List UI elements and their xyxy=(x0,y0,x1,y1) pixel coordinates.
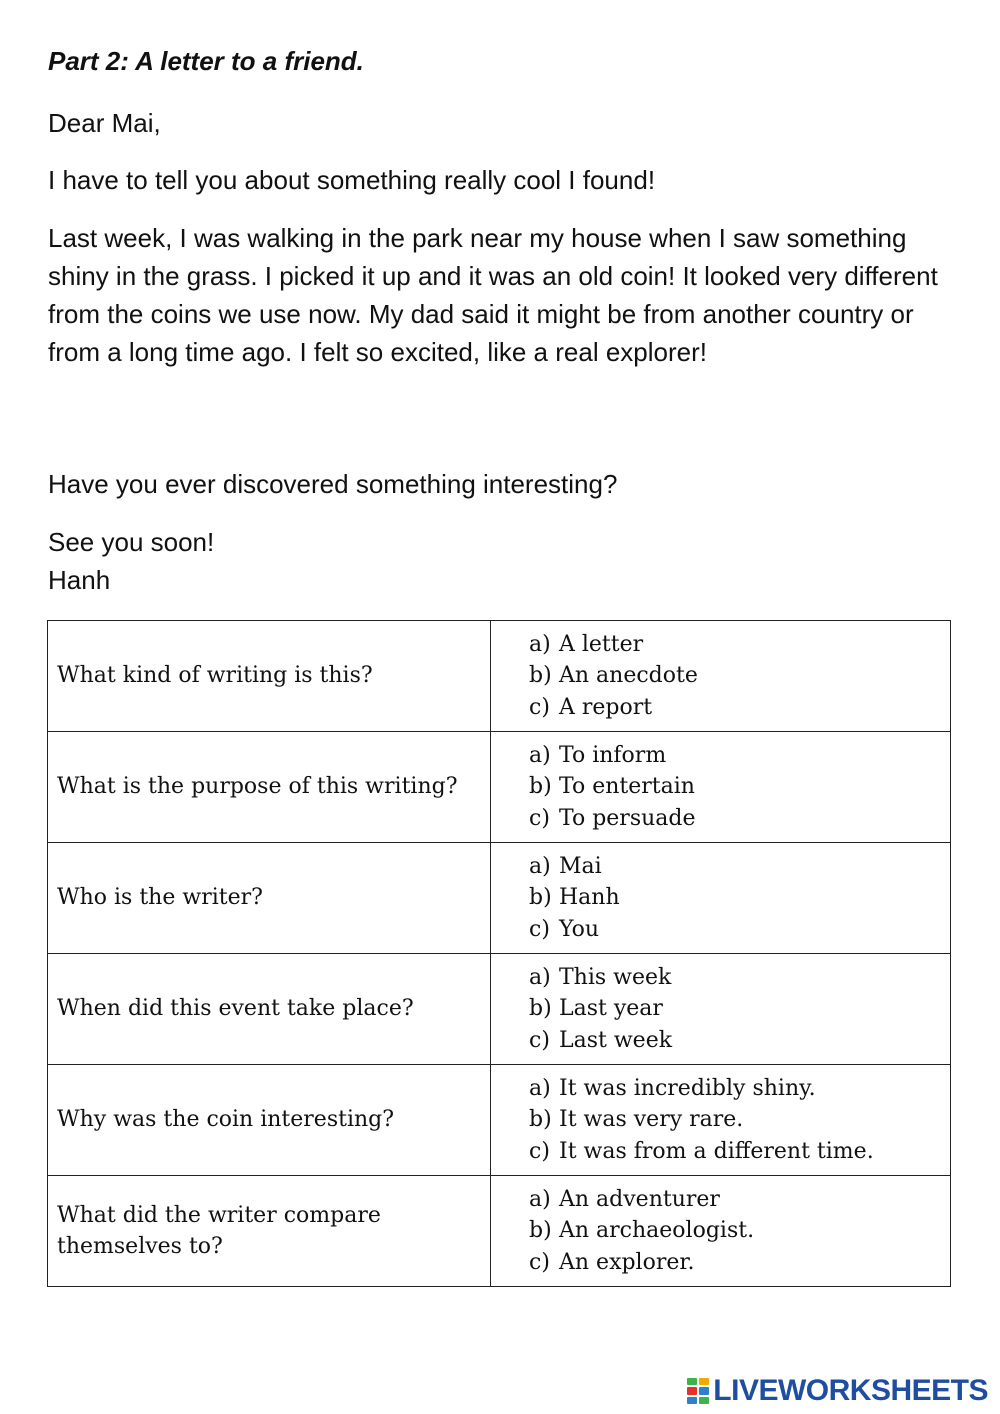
quiz-option[interactable] xyxy=(529,882,950,914)
quiz-option[interactable] xyxy=(529,771,950,803)
option-text: An anecdote xyxy=(559,663,698,689)
quiz-option[interactable] xyxy=(529,629,950,661)
option-letter: a) xyxy=(529,742,551,768)
option-letter: c) xyxy=(529,916,550,942)
quiz-option[interactable] xyxy=(529,1215,950,1247)
option-letter: c) xyxy=(529,1027,550,1053)
option-text: Last week xyxy=(559,1027,673,1053)
option-letter: b) xyxy=(529,1218,552,1244)
option-letter: b) xyxy=(529,1107,552,1133)
option-text: To entertain xyxy=(559,774,695,800)
letter-greeting: Dear Mai, xyxy=(48,108,161,138)
quiz-option[interactable] xyxy=(529,692,950,724)
quiz-row xyxy=(48,732,951,843)
option-letter: b) xyxy=(529,996,552,1022)
quiz-row xyxy=(48,1176,951,1287)
option-letter: a) xyxy=(529,1186,551,1212)
option-text: A letter xyxy=(559,631,644,657)
quiz-option[interactable] xyxy=(529,962,950,994)
quiz-table xyxy=(47,620,951,1287)
letter-signature: Hanh xyxy=(48,565,111,595)
option-text: Hanh xyxy=(559,885,620,911)
option-text: To persuade xyxy=(559,805,696,831)
quiz-option[interactable] xyxy=(529,1136,950,1168)
quiz-options xyxy=(491,621,951,732)
option-letter: b) xyxy=(529,663,552,689)
option-letter: c) xyxy=(529,1138,550,1164)
quiz-option[interactable] xyxy=(529,740,950,772)
letter-closing xyxy=(48,523,953,599)
option-letter: b) xyxy=(529,885,552,911)
quiz-row xyxy=(48,1065,951,1176)
quiz-options xyxy=(491,1176,951,1287)
option-text: An adventurer xyxy=(559,1186,720,1212)
quiz-question: Who is the writer? xyxy=(48,843,491,954)
option-letter: a) xyxy=(529,964,551,990)
option-text: It was very rare. xyxy=(559,1107,744,1133)
quiz-row xyxy=(48,954,951,1065)
quiz-options xyxy=(491,1065,951,1176)
option-text: A report xyxy=(559,694,653,720)
quiz-option[interactable] xyxy=(529,660,950,692)
option-letter: c) xyxy=(529,694,550,720)
quiz-question: What kind of writing is this? xyxy=(48,621,491,732)
quiz-option[interactable] xyxy=(529,993,950,1025)
quiz-option[interactable] xyxy=(529,1025,950,1057)
page-title: Part 2: A letter to a friend. xyxy=(48,46,364,76)
quiz-options xyxy=(491,954,951,1065)
quiz-question: When did this event take place? xyxy=(48,954,491,1065)
option-letter: c) xyxy=(529,805,550,831)
quiz-option[interactable] xyxy=(529,914,950,946)
letter-sign-off: See you soon! xyxy=(48,527,215,557)
quiz-option[interactable] xyxy=(529,803,950,835)
quiz-option[interactable] xyxy=(529,1104,950,1136)
letter-intro: I have to tell you about something really cool I found! xyxy=(48,165,656,195)
quiz-option[interactable] xyxy=(529,1073,950,1105)
liveworksheets-logo-icon xyxy=(687,1378,709,1404)
option-letter: c) xyxy=(529,1249,550,1275)
liveworksheets-logo xyxy=(687,1374,988,1408)
quiz-option[interactable] xyxy=(529,1247,950,1279)
option-text: To inform xyxy=(559,742,667,768)
logo-text: LIVEWORKSHEETS xyxy=(713,1374,988,1407)
option-letter: a) xyxy=(529,631,551,657)
option-text: An archaeologist. xyxy=(559,1218,755,1244)
option-text: It was from a different time. xyxy=(559,1138,874,1164)
option-text: Mai xyxy=(559,853,602,879)
option-text: You xyxy=(559,916,600,942)
quiz-option[interactable] xyxy=(529,1184,950,1216)
letter-body: Last week, I was walking in the park near my house when I saw something shiny in the grass. I picked it up and it was an old coin! It looked very different from the coins we use now. My dad said it might be from another country or from a long time ago. I felt so excited, like a real explorer! xyxy=(48,223,938,367)
quiz-option[interactable] xyxy=(529,851,950,883)
option-letter: a) xyxy=(529,1075,551,1101)
option-text: An explorer. xyxy=(559,1249,695,1275)
quiz-row xyxy=(48,621,951,732)
option-text: Last year xyxy=(559,996,663,1022)
option-letter: a) xyxy=(529,853,551,879)
quiz-question: Why was the coin interesting? xyxy=(48,1065,491,1176)
quiz-options xyxy=(491,732,951,843)
letter-question: Have you ever discovered something interesting? xyxy=(48,469,618,499)
option-letter: b) xyxy=(529,774,552,800)
quiz-options xyxy=(491,843,951,954)
option-text: It was incredibly shiny. xyxy=(559,1075,816,1101)
option-text: This week xyxy=(559,964,672,990)
quiz-row xyxy=(48,843,951,954)
quiz-question: What did the writer compare themselves to? xyxy=(48,1176,491,1287)
quiz-question: What is the purpose of this writing? xyxy=(48,732,491,843)
